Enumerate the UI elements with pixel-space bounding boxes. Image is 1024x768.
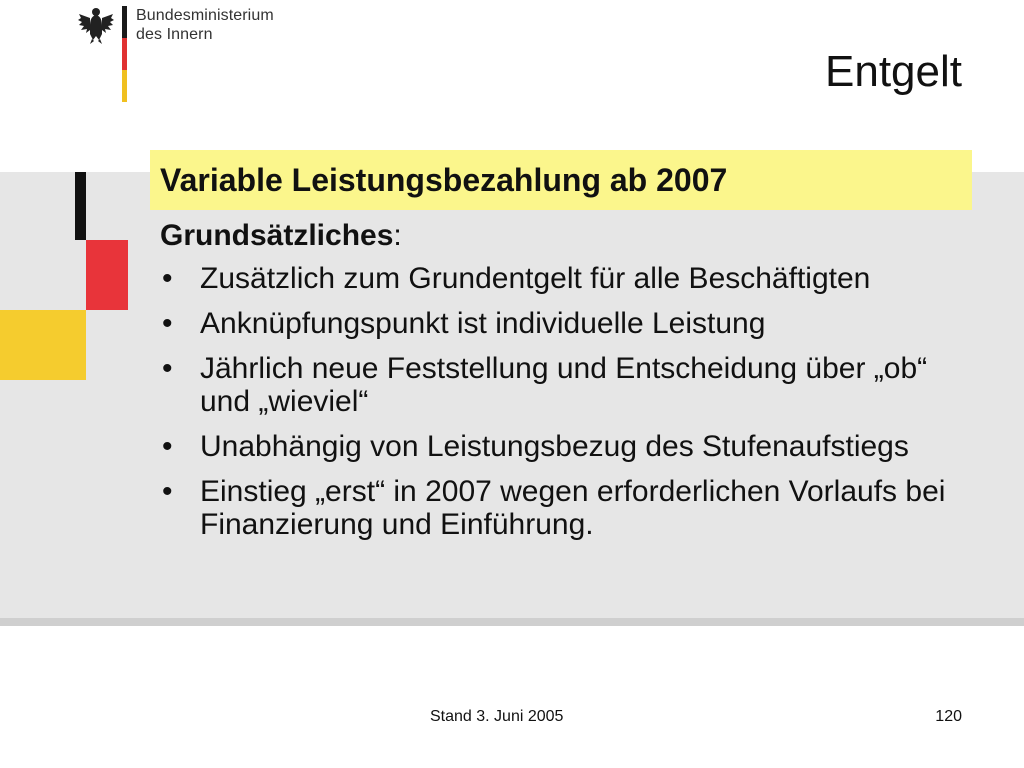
flag-bar [122, 6, 127, 102]
list-item [160, 262, 980, 295]
section-heading-colon: : [393, 219, 402, 252]
section-heading-label: Grundsätzliches [160, 219, 394, 252]
bullet-icon: • [162, 352, 173, 385]
list-item-text: Zusätzlich zum Grundentgelt für alle Beschäftigten [200, 262, 871, 295]
footer-date: Stand 3. Juni 2005 [430, 708, 564, 725]
bullet-icon: • [162, 475, 173, 508]
flag-red-segment [122, 38, 127, 70]
list-item-text: Einstieg „erst“ in 2007 wegen erforderlichen Vorlaufs bei Finanzierung und Einführung. [200, 475, 946, 541]
page-title: Entgelt [825, 47, 962, 96]
federal-eagle-icon [78, 6, 114, 44]
bullet-list [160, 262, 980, 553]
decorative-red-block [86, 240, 128, 310]
list-item-text: Anknüpfungspunkt ist individuelle Leistung [200, 307, 766, 340]
bullet-icon: • [162, 307, 173, 340]
ministry-name-line-2: des Innern [136, 26, 213, 43]
section-heading [160, 218, 402, 254]
ministry-name [136, 6, 274, 44]
decorative-gold-block [0, 310, 86, 380]
bullet-icon: • [162, 262, 173, 295]
bullet-icon: • [162, 430, 173, 463]
list-item [160, 352, 980, 418]
decorative-black-block [75, 172, 86, 240]
subtitle-highlight-box [150, 150, 972, 210]
flag-black-segment [122, 6, 127, 38]
list-item [160, 475, 980, 541]
list-item-text: Unabhängig von Leistungsbezug des Stufenaufstiegs [200, 430, 909, 463]
ministry-logo [74, 4, 314, 100]
ministry-name-line-1: Bundesministerium [136, 7, 274, 24]
list-item [160, 430, 980, 463]
band-bottom-divider [0, 618, 1024, 626]
page-number: 120 [935, 708, 962, 725]
list-item [160, 307, 980, 340]
list-item-text: Jährlich neue Feststellung und Entscheidung über „ob“ und „wieviel“ [200, 352, 928, 418]
flag-gold-segment [122, 70, 127, 102]
slide-subtitle: Variable Leistungsbezahlung ab 2007 [160, 162, 728, 198]
